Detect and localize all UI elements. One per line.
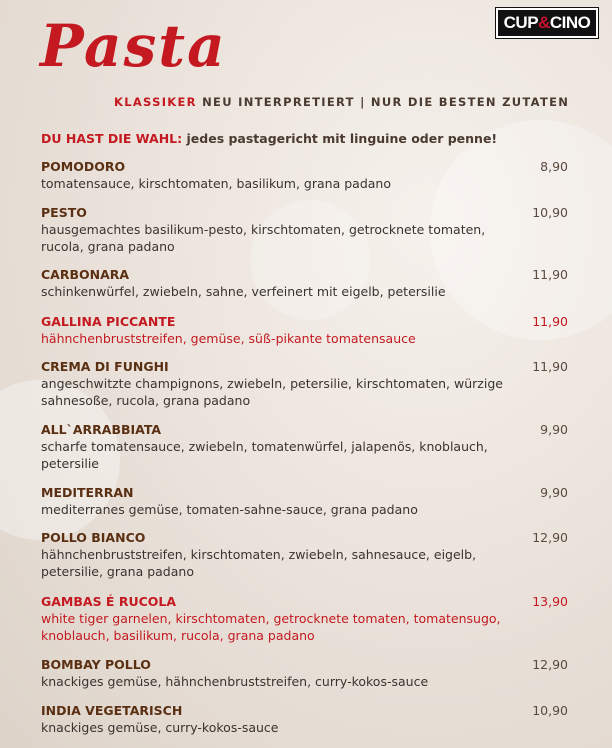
brand-logo-amp: & [538, 13, 550, 32]
menu-item-pollo-bianco [41, 530, 568, 580]
menu-item-description: hähnchenbruststreifen, gemüse, süß-pikante tomatensauce [41, 331, 416, 346]
menu-item-crema-di-funghi [41, 359, 568, 409]
menu-item-price: 11,90 [532, 267, 568, 282]
menu-item-gallina-piccante [41, 314, 568, 347]
menu-item-description: scharfe tomatensauce, zwiebeln, tomatenwürfel, jalapenõs, knoblauch, petersilie [41, 439, 488, 471]
menu-item-price: 9,90 [540, 485, 568, 500]
tagline [114, 95, 569, 109]
menu-item-name: PESTO [41, 205, 87, 220]
menu-item-description: knackiges gemüse, curry-kokos-sauce [41, 720, 279, 735]
menu-item-name: BOMBAY POLLO [41, 657, 151, 672]
menu-item-price: 11,90 [532, 359, 568, 374]
menu-item-price: 9,90 [540, 422, 568, 437]
menu-item-mediterran [41, 485, 568, 518]
menu-item-pomodoro [41, 159, 568, 192]
menu-item-description: hausgemachtes basilikum-pesto, kirschtomaten, getrocknete tomaten, rucola, grana padano [41, 222, 486, 254]
menu-item-description: hähnchenbruststreifen, kirschtomaten, zwiebeln, sahnesauce, eigelb, petersilie, grana padano [41, 547, 477, 579]
menu-item-description: tomatensauce, kirschtomaten, basilikum, grana padano [41, 176, 391, 191]
menu-item-price: 8,90 [540, 159, 568, 174]
menu-item-name: GAMBAS É RUCOLA [41, 594, 177, 609]
tagline-highlight: KLASSIKER [114, 95, 197, 109]
menu-item-description: angeschwitzte champignons, zwiebeln, petersilie, kirschtomaten, würzige sahnesoße, rucola, grana padano [41, 376, 503, 408]
menu-item-price: 10,90 [532, 205, 568, 220]
menu-item-pesto [41, 205, 568, 255]
menu-item-description: white tiger garnelen, kirschtomaten, getrocknete tomaten, tomatensugo, knoblauch, basilikum, rucola, grana padano [41, 611, 501, 643]
choice-note [41, 131, 497, 146]
menu-item-name: POMODORO [41, 159, 126, 174]
brand-logo-part1: CUP [503, 13, 539, 32]
menu-item-bombay-pollo [41, 657, 568, 690]
menu-item-price: 12,90 [532, 657, 568, 672]
menu-item-india-vegetarisch [41, 703, 568, 736]
brand-logo-part2: CINO [549, 13, 591, 32]
menu-item-gambas-e-rucola [41, 594, 568, 644]
menu-item-description: knackiges gemüse, hähnchenbruststreifen, curry-kokos-sauce [41, 674, 429, 689]
menu-item-description: schinkenwürfel, zwiebeln, sahne, verfeinert mit eigelb, petersilie [41, 284, 446, 299]
menu-item-name: INDIA VEGETARISCH [41, 703, 183, 718]
menu-item-price: 12,90 [532, 530, 568, 545]
menu-item-name: ALL`ARRABBIATA [41, 422, 162, 437]
choice-label: DU HAST DIE WAHL: [41, 131, 183, 146]
page-title: Pasta [40, 12, 227, 80]
menu-item-name: MEDITERRAN [41, 485, 134, 500]
menu-item-price: 11,90 [532, 314, 568, 329]
choice-text: jedes pastagericht mit linguine oder penne! [186, 131, 498, 146]
menu-item-name: POLLO BIANCO [41, 530, 146, 545]
menu-item-description: mediterranes gemüse, tomaten-sahne-sauce, grana padano [41, 502, 418, 517]
brand-logo [496, 8, 598, 38]
tagline-rest: NEU INTERPRETIERT | NUR DIE BESTEN ZUTATEN [202, 95, 570, 109]
menu-item-name: GALLINA PICCANTE [41, 314, 176, 329]
menu-item-price: 10,90 [532, 703, 568, 718]
menu-item-arrabbiata [41, 422, 568, 472]
menu-item-price: 13,90 [532, 594, 568, 609]
menu-item-name: CREMA DI FUNGHI [41, 359, 169, 374]
menu-item-carbonara [41, 267, 568, 300]
menu-item-name: CARBONARA [41, 267, 130, 282]
